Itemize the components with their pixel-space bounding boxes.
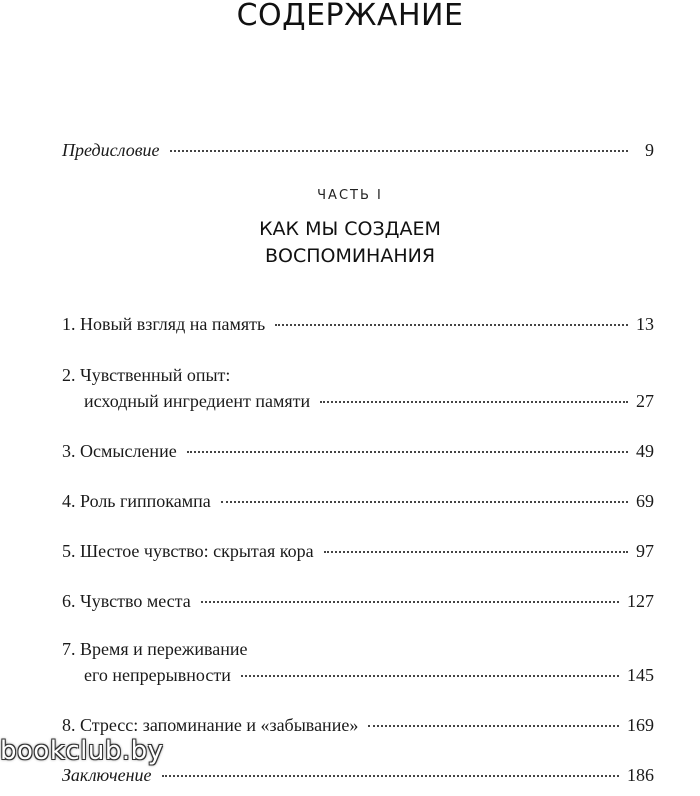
toc-entry-label: 8. Стресс: запоминание и «забывание» [62, 715, 359, 735]
toc-page-number: 186 [627, 765, 654, 785]
dot-leader [368, 725, 619, 727]
toc-entry-chapter-7[interactable] [62, 636, 654, 688]
toc-page-number: 169 [627, 715, 654, 735]
part-title-line-2: ВОСПОМИНАНИЯ [264, 245, 436, 267]
toc-entry-label: 5. Шестое чувство: скрытая кора [62, 541, 314, 561]
page-title: СОДЕРЖАНИЕ [236, 0, 464, 33]
toc-page-number: 97 [636, 541, 654, 561]
dot-leader [201, 601, 619, 603]
dot-leader [187, 451, 628, 453]
toc-entry-label: 7. Время и переживание [62, 639, 248, 659]
toc-page-number: 49 [636, 441, 654, 461]
toc-page-number: 27 [636, 391, 654, 411]
toc-entry-label: 4. Роль гиппокампа [62, 491, 211, 511]
dot-leader [275, 324, 628, 326]
dot-leader [162, 775, 620, 777]
dot-leader [324, 551, 628, 553]
dot-leader [320, 401, 628, 403]
part-title-line-1: КАК МЫ СОЗДАЕМ [259, 218, 441, 240]
toc-entry-chapter-6[interactable] [62, 588, 654, 614]
dot-leader [170, 150, 628, 152]
toc-entry-chapter-8[interactable] [62, 712, 654, 738]
dot-leader [241, 675, 619, 677]
toc-entry-label: 1. Новый взгляд на память [62, 314, 266, 334]
part-title [0, 216, 700, 270]
dot-leader [221, 501, 628, 503]
toc-page-number: 13 [636, 314, 654, 334]
toc-entry-chapter-4[interactable] [62, 488, 654, 514]
toc-entry-label-continued: исходный ингредиент памяти [84, 391, 311, 411]
toc-entry-chapter-2[interactable] [62, 362, 654, 414]
toc-entry-label: 2. Чувственный опыт: [62, 365, 231, 385]
toc-entry-label: 3. Осмысление [62, 441, 177, 461]
toc-entry-chapter-1[interactable] [62, 311, 654, 337]
toc-entry-label-continued: его непрерывности [84, 665, 231, 685]
watermark: bookclub.by [0, 736, 164, 766]
part-label: ЧАСТЬ I [317, 188, 383, 203]
toc-page-number: 145 [627, 665, 654, 685]
toc-entry-label: Предисловие [62, 140, 160, 160]
toc-page-number: 69 [636, 491, 654, 511]
toc-page-number: 9 [645, 140, 654, 160]
toc-entry-chapter-5[interactable] [62, 538, 654, 564]
toc-page-number: 127 [627, 591, 654, 611]
toc-entry-label: Заключение [62, 765, 152, 785]
toc-entry-chapter-3[interactable] [62, 438, 654, 464]
toc-entry-label: 6. Чувство места [62, 591, 191, 611]
toc-entry-preface[interactable] [62, 137, 654, 163]
